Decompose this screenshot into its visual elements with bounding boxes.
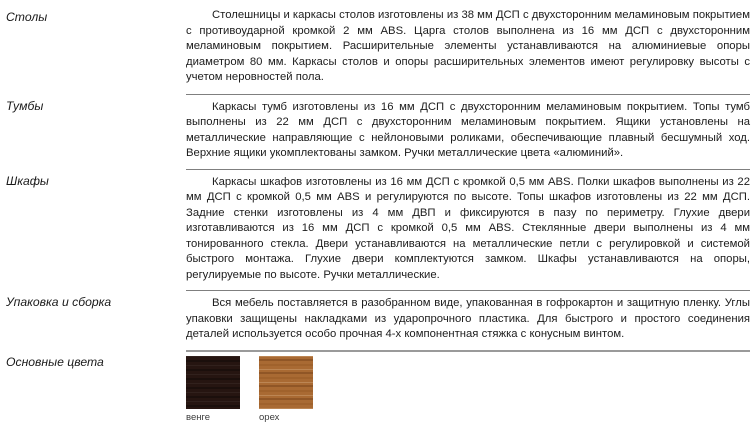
wenge-swatch-label: венге: [186, 411, 211, 423]
section-tables: [0, 8, 756, 94]
section-cabinets: [0, 169, 756, 291]
section-cabinets-content: [186, 169, 750, 291]
wenge-swatch-image: [186, 356, 240, 409]
section-tables-content: [186, 8, 750, 94]
walnut-swatch-image: [259, 356, 313, 409]
section-tables-body: Столешницы и каркасы столов изготовлены из 38 мм ДСП с двухсторонним меламиновым покрытием с противоударной кромкой 2 мм ABS. Царга столов выполнена из 16 мм ДСП с двухсторонним меламиновым покрытием. Расширительные элементы устанавливаются на алюминиевые опоры диаметром 80 мм. Каркасы столов и опоры расширительных элементов имеют регулировку высоты с учетом неровностей пола.: [186, 9, 750, 83]
color-swatch-wenge: [186, 356, 240, 423]
section-pedestals-label-column: [0, 94, 186, 169]
section-heading-tables: Столы: [6, 10, 48, 24]
section-cabinets-label-column: [0, 169, 186, 291]
section-heading-packaging: Упаковка и сборка: [6, 295, 112, 309]
section-colors-content: [186, 350, 750, 423]
section-heading-cabinets: Шкафы: [6, 173, 49, 188]
section-pedestals-content: [186, 94, 750, 169]
section-tables-label-column: [0, 8, 186, 94]
section-heading-colors: Основные цвета: [6, 354, 104, 369]
section-pedestals: [0, 94, 756, 169]
section-pedestals-body: Каркасы тумб изготовлены из 16 мм ДСП с двухсторонним меламиновым покрытием. Топы тумб выполнены из 22 мм ДСП с двухсторонним меламиновым покрытием. Ящики установлены на металлические направляющие с нейлоновыми роликами, обеспечивающие плавный бесшумный ход. Верхние ящики укомплектованы замком. Ручки металлические цвета «алюминий».: [186, 100, 750, 159]
section-packaging-label-column: [0, 290, 186, 350]
section-packaging-body: Вся мебель поставляется в разобранном виде, упакованная в гофрокартон и защитную пленку. Углы упаковки защищены накладками из ударопрочного пластика. Для быстрого и простого соединения деталей используется особо прочная 4-х компонентная стяжка с конусным винтом.: [186, 297, 750, 340]
section-cabinets-body: Каркасы шкафов изготовлены из 16 мм ДСП с кромкой 0,5 мм ABS. Полки шкафов выполнены из 22 мм ДСП с кромкой 0,5 мм ABS и регулируются по высоте. Топы шкафов изготовлены из 22 мм ДСП. Задние стенки изготовлены из 4 мм ДВП и фиксируются в пазу по периметру. Глухие двери изготавливаются из 16 мм ДСП с кромкой 0,5 мм ABS. Стеклянные двери выполнены из 4 мм тонированного стекла. Двери устанавливаются на металлические петли с регулировкой и системой быстрого монтажа. Глухие двери комплектуются замком. Шкафы устанавливаются на опоры, регулируемые по высоте. Ручки металлические.: [186, 175, 750, 281]
section-colors: [0, 350, 756, 423]
color-swatch-walnut: [259, 356, 313, 423]
section-packaging: [0, 290, 756, 350]
section-packaging-content: [186, 290, 750, 350]
section-heading-pedestals: Тумбы: [6, 98, 44, 113]
section-colors-label-column: [0, 350, 186, 423]
color-swatch-list: [186, 356, 750, 423]
walnut-swatch-label: орех: [259, 411, 280, 423]
